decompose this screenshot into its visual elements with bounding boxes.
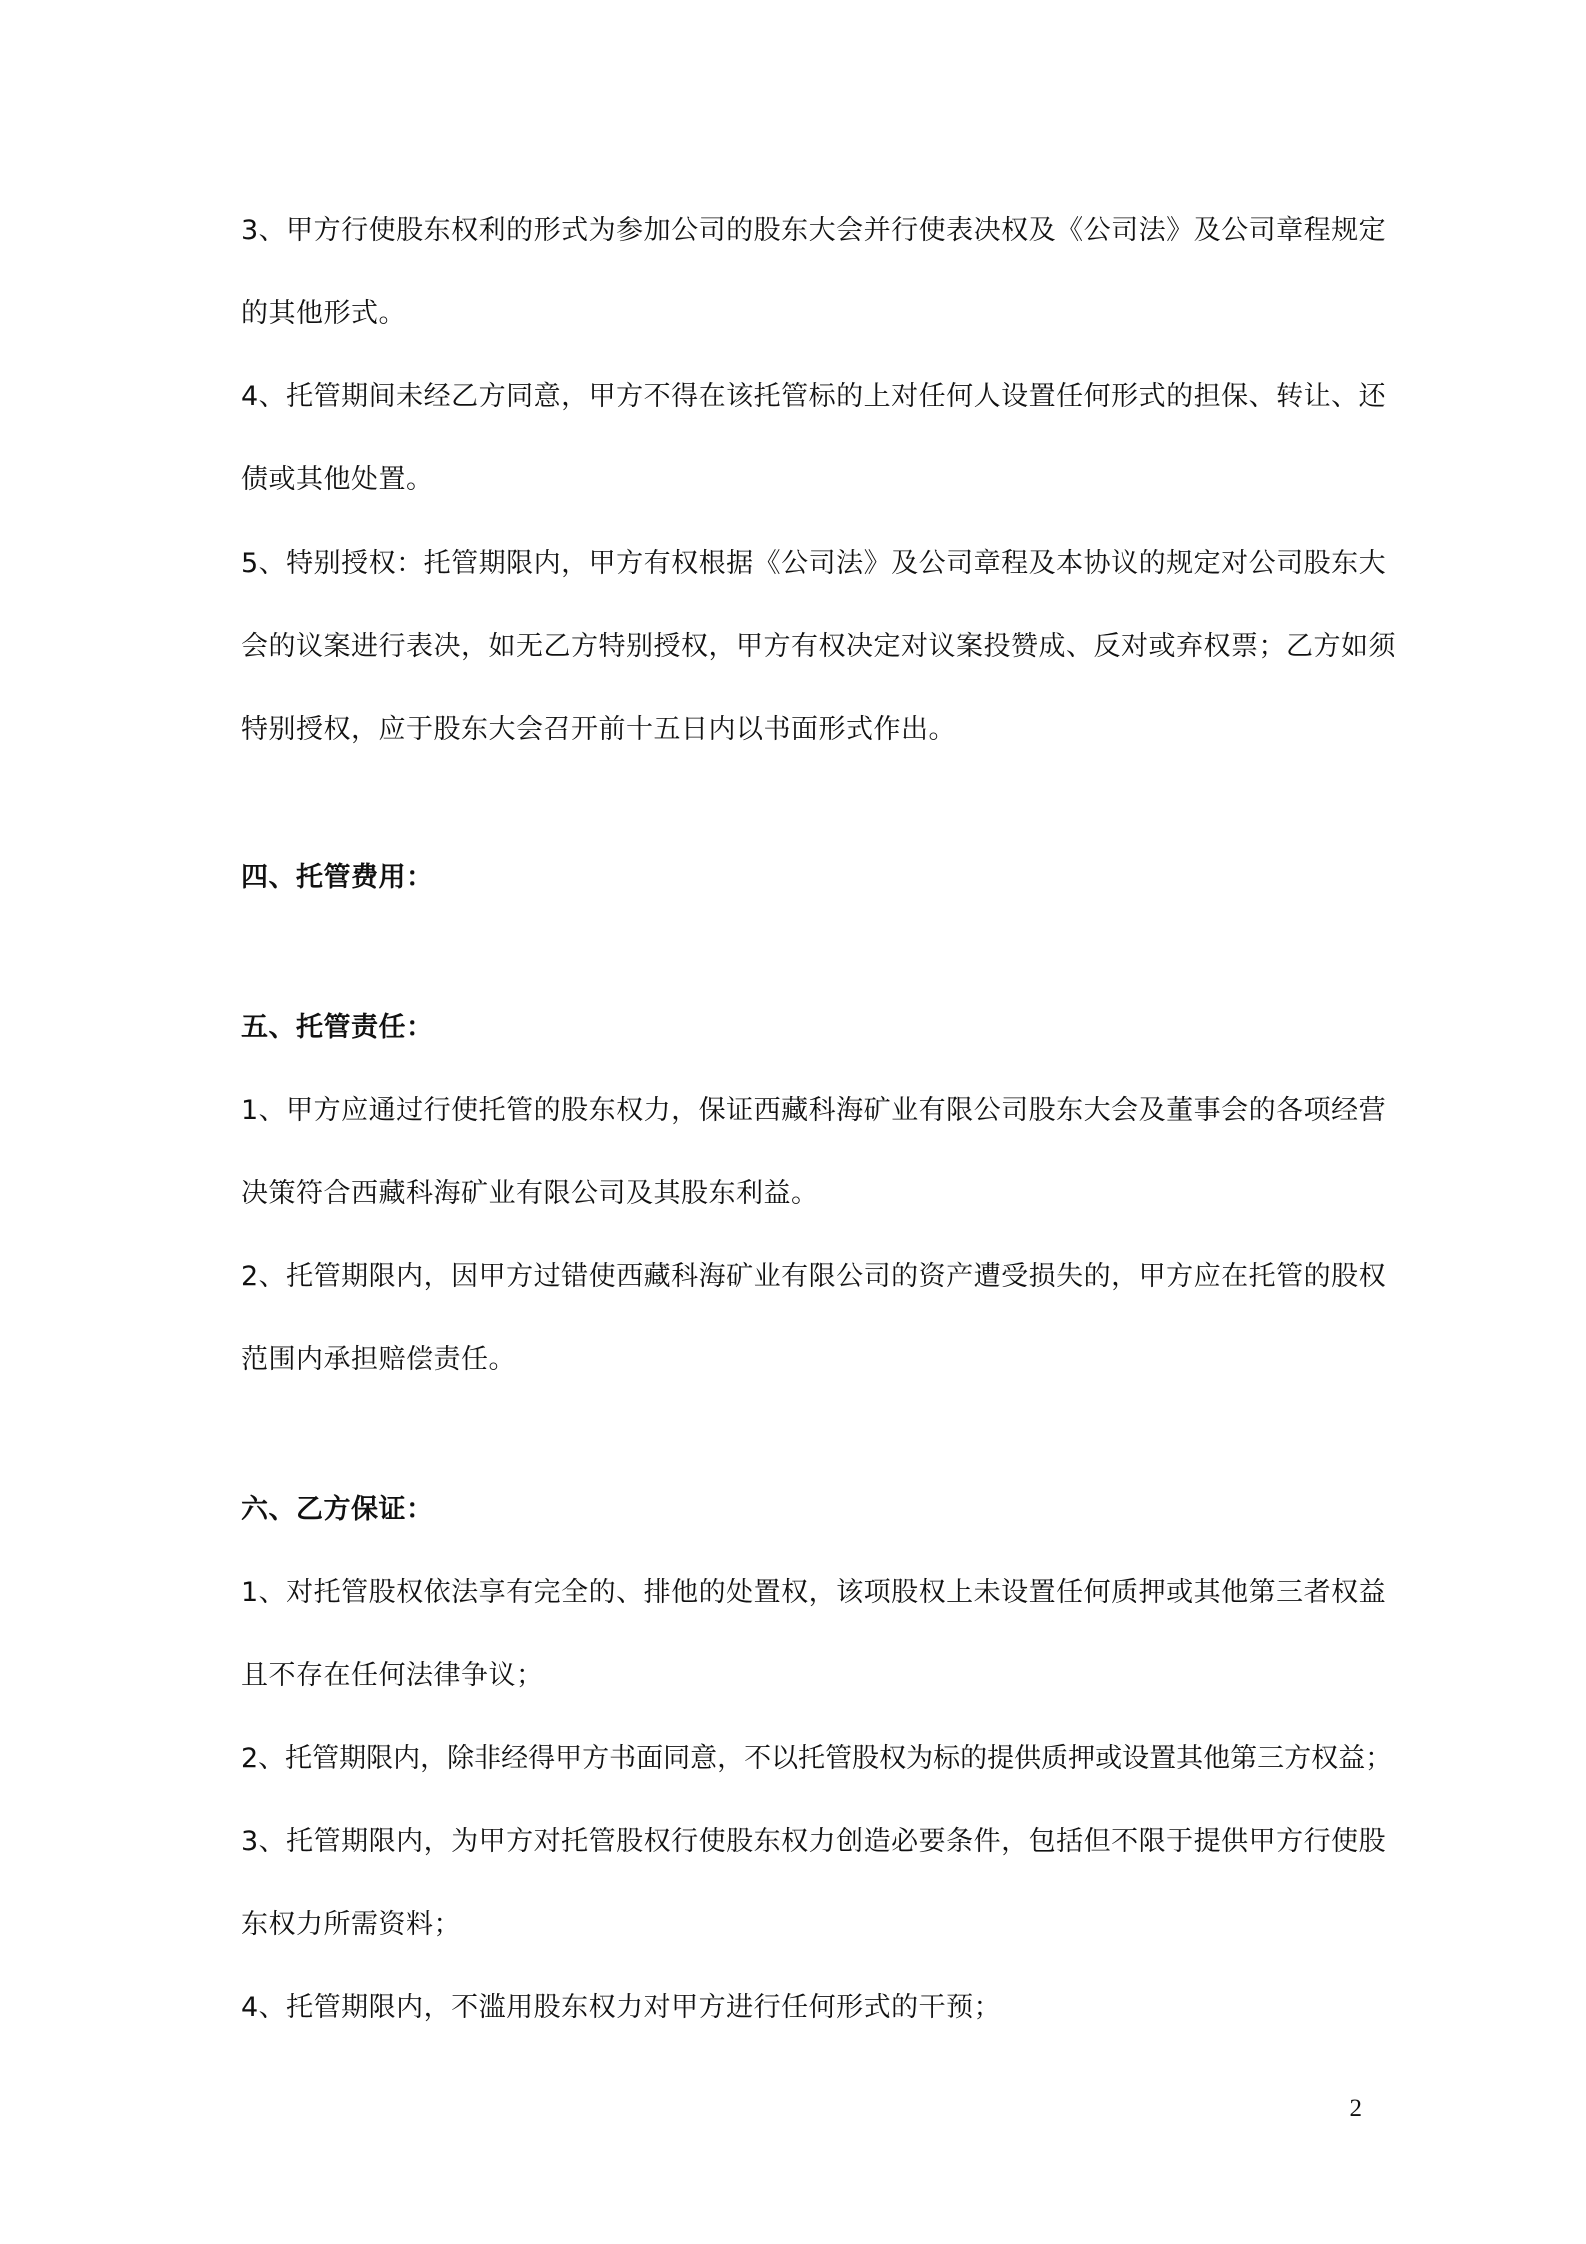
guarantee-1-line-1: 1、对托管股权依法享有完全的、排他的处置权，该项股权上未设置任何质押或其他第三者权益 — [241, 1577, 1387, 1608]
paragraph-5-line-3: 特别授权，应于股东大会召开前十五日内以书面形式作出。 — [241, 714, 956, 745]
guarantee-3-line-1: 3、托管期限内，为甲方对托管股权行使股东权力创造必要条件，包括但不限于提供甲方行使股 — [241, 1826, 1387, 1857]
guarantee-1-line-2: 且不存在任何法律争议； — [241, 1660, 544, 1691]
responsibility-2-line-1: 2、托管期限内，因甲方过错使西藏科海矿业有限公司的资产遭受损失的，甲方应在托管的股权 — [241, 1261, 1387, 1292]
page-number: 2 — [1349, 2095, 1362, 2122]
section-heading-guarantee: 六、乙方保证： — [241, 1494, 434, 1525]
paragraph-4-line-1: 4、托管期间未经乙方同意，甲方不得在该托管标的上对任何人设置任何形式的担保、转让、还 — [241, 381, 1387, 412]
paragraph-5-line-2: 会的议案进行表决，如无乙方特别授权，甲方有权决定对议案投赞成、反对或弃权票；乙方如须 — [241, 631, 1396, 662]
guarantee-3-line-2: 东权力所需资料； — [241, 1909, 461, 1940]
section-heading-responsibility: 五、托管责任： — [241, 1012, 434, 1043]
responsibility-2-line-2: 范围内承担赔偿责任。 — [241, 1344, 516, 1375]
guarantee-2-line-1: 2、托管期限内，除非经得甲方书面同意，不以托管股权为标的提供质押或设置其他第三方权益； — [241, 1743, 1393, 1774]
paragraph-4-line-2: 债或其他处置。 — [241, 464, 434, 495]
responsibility-1-line-1: 1、甲方应通过行使托管的股东权力，保证西藏科海矿业有限公司股东大会及董事会的各项经营 — [241, 1095, 1387, 1126]
paragraph-3-line-2: 的其他形式。 — [241, 298, 406, 329]
responsibility-1-line-2: 决策符合西藏科海矿业有限公司及其股东利益。 — [241, 1178, 819, 1209]
paragraph-3-line-1: 3、甲方行使股东权利的形式为参加公司的股东大会并行使表决权及《公司法》及公司章程规定 — [241, 215, 1387, 246]
guarantee-4-line-1: 4、托管期限内，不滥用股东权力对甲方进行任何形式的干预； — [241, 1992, 1002, 2023]
section-heading-fees: 四、托管费用： — [241, 862, 434, 893]
paragraph-5-line-1: 5、特别授权：托管期限内，甲方有权根据《公司法》及公司章程及本协议的规定对公司股东大 — [241, 548, 1387, 579]
